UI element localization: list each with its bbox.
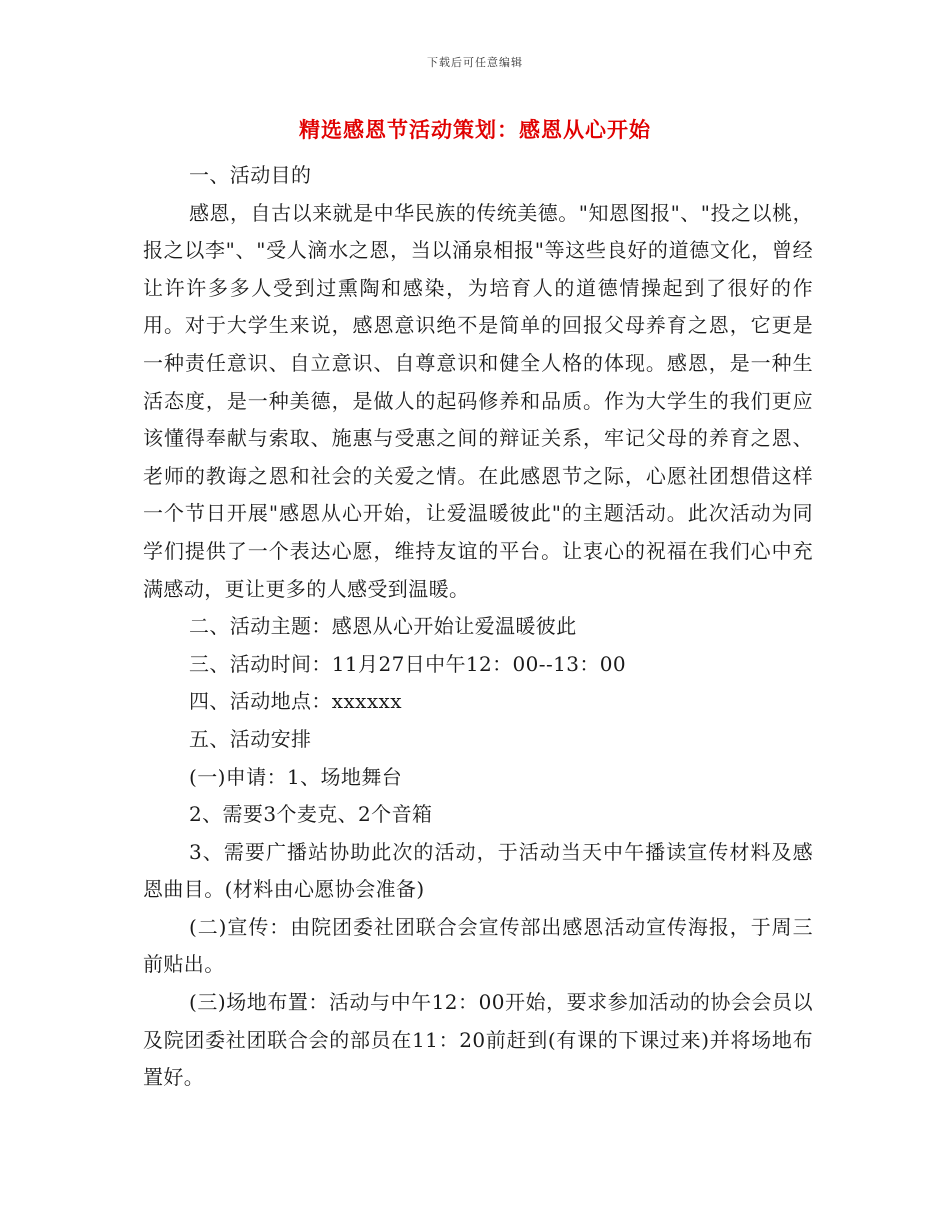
section-theme: 二、活动主题：感恩从心开始让爱温暖彼此 <box>189 614 577 639</box>
arrangement-application: (一)申请：1、场地舞台 <box>189 764 403 789</box>
arrangement-broadcast: 3、需要广播站协助此次的活动，于活动当天中午播读宣传材料及感恩曲目。(材料由心愿协会准备) <box>143 839 813 902</box>
arrangement-venue-setup: (三)场地布置：活动与中午12：00开始，要求参加活动的协会会员以及院团委社团联合会的部员在11：20前赶到(有课的下课过来)并将场地布置好。 <box>143 990 813 1090</box>
section-time: 三、活动时间：11月27日中午12：00--13：00 <box>189 651 627 676</box>
arrangement-equipment: 2、需要3个麦克、2个音箱 <box>189 802 433 827</box>
document-body <box>143 157 813 1097</box>
section-heading-arrangement: 五、活动安排 <box>189 726 312 751</box>
paragraph-purpose-text: 感恩，自古以来就是中华民族的传统美德。"知恩图报"、"投之以桃，报之以李"、"受人滴水之恩，当以涌泉相报"等这些良好的道德文化，曾经让许许多多人受到过熏陶和感染，为培育人的道德情操起到了很好的作用。对于大学生来说，感恩意识绝不是简单的回报父母养育之恩，它更是一种责任意识、自立意识、自尊意识和健全人格的体现。感恩，是一种生活态度，是一种美德，是做人的起码修养和品质。作为大学生的我们更应该懂得奉献与索取、施惠与受惠之间的辩证关系，牢记父母的养育之恩、老师的教诲之恩和社会的关爱之情。在此感恩节之际，心愿社团想借这样一个节日开展"感恩从心开始，让爱温暖彼此"的主题活动。此次活动为同学们提供了一个表达心愿，维持友谊的平台。让衷心的祝福在我们心中充满感动，更让更多的人感受到温暖。 <box>143 200 813 601</box>
section-location: 四、活动地点：xxxxxx <box>189 689 402 714</box>
section-heading-purpose: 一、活动目的 <box>189 163 312 187</box>
document-title: 精选感恩节活动策划：感恩从心开始 <box>299 118 651 142</box>
arrangement-publicity: (二)宣传：由院团委社团联合会宣传部出感恩活动宣传海报，于周三前贴出。 <box>143 914 813 977</box>
header-note: 下载后可任意编辑 <box>427 56 523 69</box>
